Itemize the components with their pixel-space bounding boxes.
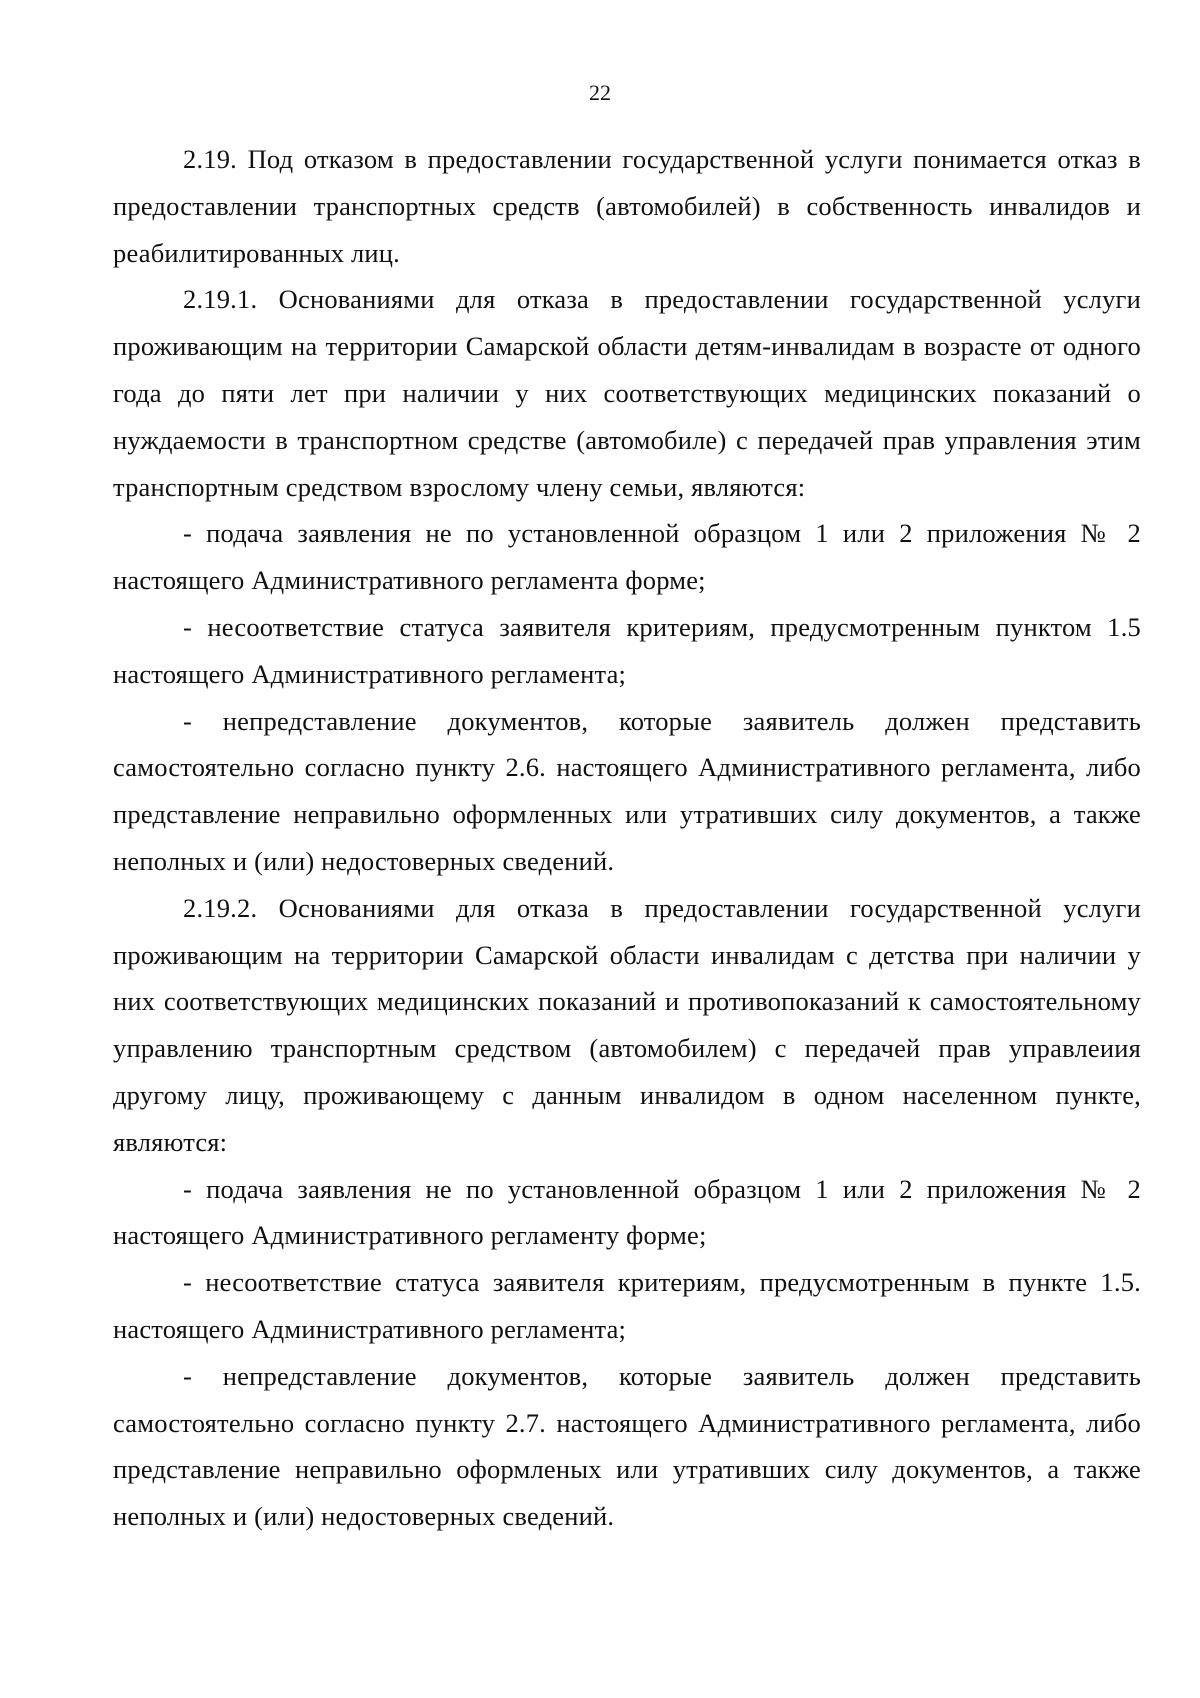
document-body <box>113 136 1141 1540</box>
clause-2-19-1-item-status: - несоответствие статуса заявителя критериям, предусмотренным пунктом 1.5 настоящего Административного регламента; <box>113 611 1141 689</box>
clause-2-19-1-item-documents: - непредставление документов, которые заявитель должен представить самостоятельно согласно пункту 2.6. настоящего Административного регламента, либо представление неправильно оформленных или утративших силу документов, а также неполных и (или) недостоверных сведений. <box>113 705 1141 876</box>
clause-2-19: 2.19. Под отказом в предоставлении государственной услуги понимается отказ в предоставлении транспортных средств (автомобилей) в собственность инвалидов и реабилитированных лиц. <box>113 144 1141 268</box>
clause-2-19-2: 2.19.2. Основаниями для отказа в предоставлении государственной услуги проживающим на территории Самарской области инвалидам с детства при наличии у них соответствующих медицинских показаний и противопоказаний к самостоятельному управлению транспортным средством (автомобилем) с передачей прав управлеиия другому лицу, проживающему с данным инвалидом в одном населенном пункте, являются: <box>113 892 1141 1157</box>
clause-2-19-1-item-form: - подача заявления не по установленной образцом 1 или 2 приложения № 2 настоящего Административного регламента форме; <box>113 518 1141 596</box>
clause-2-19-2-item-status: - несоответствие статуса заявителя критериям, предусмотренным в пункте 1.5. настоящего Административного регламента; <box>113 1267 1141 1344</box>
page-number: 22 <box>589 80 611 105</box>
clause-2-19-2-item-form: - подача заявления не по установленной образцом 1 или 2 приложения № 2 настоящего Административного регламенту форме; <box>113 1173 1141 1251</box>
clause-2-19-1: 2.19.1. Основаниями для отказа в предоставлении государственной услуги проживающим на территории Самарской области детям-инвалидам в возрасте от одного года до пяти лет при наличии у них соответствующих медицинских показаний о нуждаемости в транспортном средстве (автомобиле) с передачей прав управления этим транспортным средством взрослому члену семьи, являются: <box>113 284 1141 502</box>
clause-2-19-2-item-documents: - непредставление документов, которые заявитель должен представить самостоятельно согласно пункту 2.7. настоящего Административного регламента, либо представление неправильно оформленых или утративших силу документов, а также неполных и (или) недостоверных сведений. <box>113 1360 1141 1532</box>
